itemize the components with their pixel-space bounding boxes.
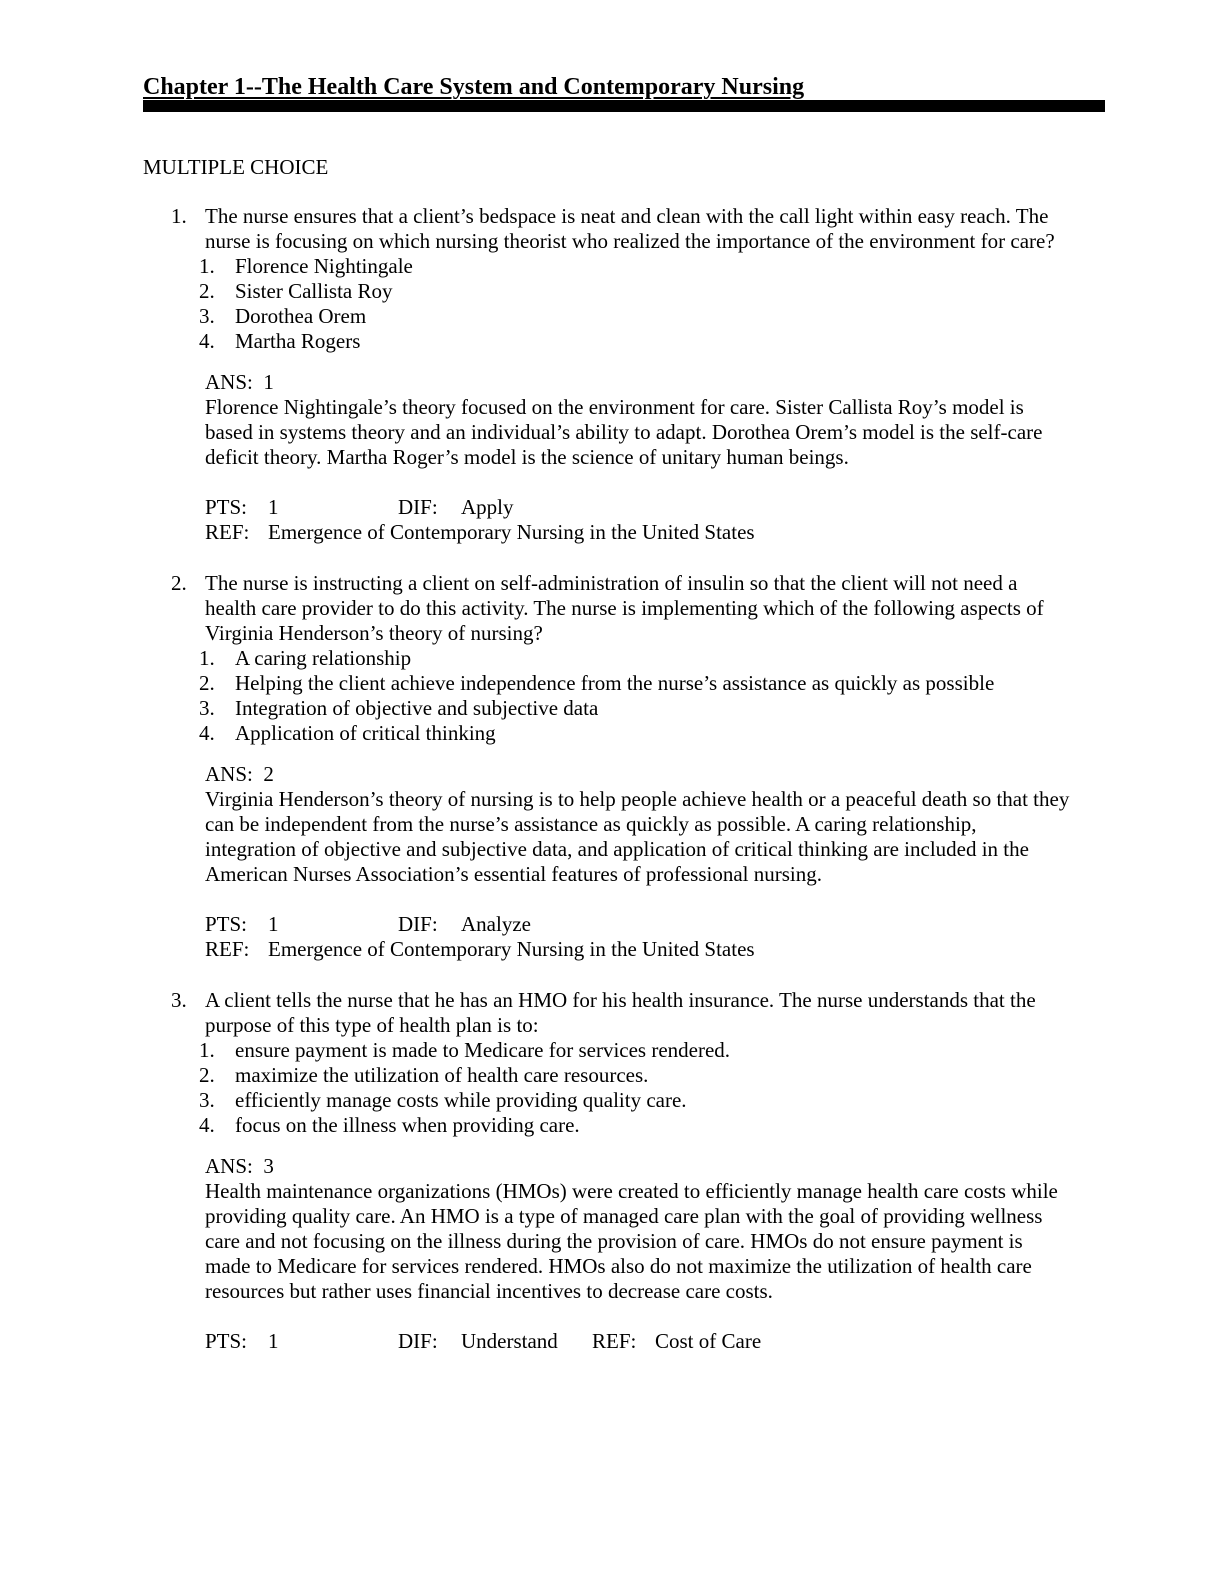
answer-block: [205, 370, 1113, 470]
question-number: 1.: [171, 204, 187, 228]
pts-value: 1: [268, 912, 279, 936]
choice-item: [199, 329, 1113, 354]
pts-value: 1: [268, 495, 279, 519]
dif-label: DIF:: [398, 495, 438, 519]
answer-label: ANS:: [205, 762, 253, 786]
dif-value: Analyze: [461, 912, 531, 936]
choice-number: 2.: [199, 671, 215, 695]
choice-number: 2.: [199, 279, 215, 303]
section-heading: MULTIPLE CHOICE: [143, 155, 329, 179]
choice-list: [199, 646, 1113, 746]
choice-item: [199, 1038, 1113, 1063]
question-3: [143, 988, 1113, 1354]
question-stem: [205, 571, 1113, 646]
choice-item: [199, 279, 1113, 304]
meta-block: [205, 912, 1113, 962]
question-number: 2.: [171, 571, 187, 595]
choice-item: [199, 671, 1113, 696]
choice-text: ensure payment is made to Medicare for services rendered.: [235, 1038, 731, 1062]
stem-line: health care provider to do this activity. The nurse is implementing which of the following aspects of: [205, 596, 1044, 620]
ref-label: REF:: [592, 1329, 637, 1353]
dif-value: Understand: [461, 1329, 558, 1353]
choice-item: [199, 1088, 1113, 1113]
choice-text: Application of critical thinking: [235, 721, 496, 745]
choice-number: 3.: [199, 696, 215, 720]
answer-value: 1: [263, 370, 274, 394]
choice-text: maximize the utilization of health care resources.: [235, 1063, 649, 1087]
choice-number: 1.: [199, 254, 215, 278]
answer-value: 2: [263, 762, 274, 786]
answer-line: [205, 370, 1113, 395]
choice-text: efficiently manage costs while providing quality care.: [235, 1088, 687, 1112]
pts-label: PTS:: [205, 495, 248, 519]
rationale-line: resources but rather uses financial incentives to decrease care costs.: [205, 1279, 773, 1303]
choice-list: [199, 254, 1113, 354]
choice-number: 4.: [199, 329, 215, 353]
pts-label: PTS:: [205, 912, 248, 936]
rationale-line: care and not focusing on the illness during the provision of care. HMOs do not ensure payment is: [205, 1229, 1023, 1253]
ref-label: REF:: [205, 520, 250, 544]
choice-number: 2.: [199, 1063, 215, 1087]
choice-text: Integration of objective and subjective data: [235, 696, 599, 720]
answer-value: 3: [263, 1154, 274, 1178]
answer-label: ANS:: [205, 1154, 253, 1178]
ref-value: Cost of Care: [655, 1329, 762, 1353]
dif-label: DIF:: [398, 1329, 438, 1353]
answer-line: [205, 762, 1113, 787]
stem-line: nurse is focusing on which nursing theorist who realized the importance of the environment for care?: [205, 229, 1055, 253]
ref-value: Emergence of Contemporary Nursing in the United States: [268, 520, 755, 544]
meta-row: [205, 495, 1113, 520]
choice-number: 1.: [199, 1038, 215, 1062]
choice-item: [199, 1063, 1113, 1088]
question-number: 3.: [171, 988, 187, 1012]
rationale-line: deficit theory. Martha Roger’s model is the science of unitary human beings.: [205, 445, 849, 469]
pts-value: 1: [268, 1329, 279, 1353]
choice-text: focus on the illness when providing care.: [235, 1113, 580, 1137]
choice-text: Martha Rogers: [235, 329, 361, 353]
choice-item: [199, 254, 1113, 279]
choice-text: Florence Nightingale: [235, 254, 413, 278]
choice-list: [199, 1038, 1113, 1138]
rationale-line: based in systems theory and an individual’s ability to adapt. Dorothea Orem’s model is the self-care: [205, 420, 1043, 444]
choice-text: A caring relationship: [235, 646, 412, 670]
rationale-line: providing quality care. An HMO is a type of managed care plan with the goal of providing wellness: [205, 1204, 1043, 1228]
rationale-line: integration of objective and subjective data, and application of critical thinking are included in the: [205, 837, 1029, 861]
choice-text: Sister Callista Roy: [235, 279, 393, 303]
choice-number: 3.: [199, 304, 215, 328]
meta-row: [205, 937, 1113, 962]
dif-label: DIF:: [398, 912, 438, 936]
answer-block: [205, 1154, 1113, 1304]
question-stem: [205, 204, 1113, 254]
choice-item: [199, 646, 1113, 671]
stem-line: Virginia Henderson’s theory of nursing?: [205, 621, 543, 645]
question-1: [143, 204, 1113, 545]
choice-text: Dorothea Orem: [235, 304, 367, 328]
answer-label: ANS:: [205, 370, 253, 394]
rationale-line: Virginia Henderson’s theory of nursing is to help people achieve health or a peaceful death so that they: [205, 787, 1070, 811]
rationale-line: Florence Nightingale’s theory focused on the environment for care. Sister Callista Roy’s model is: [205, 395, 1024, 419]
question-2: [143, 571, 1113, 962]
rationale-line: American Nurses Association’s essential features of professional nursing.: [205, 862, 823, 886]
choice-item: [199, 721, 1113, 746]
stem-line: purpose of this type of health plan is to:: [205, 1013, 539, 1037]
choice-number: 4.: [199, 1113, 215, 1137]
meta-row: [205, 912, 1113, 937]
title-rule: [143, 100, 1105, 112]
pts-label: PTS:: [205, 1329, 248, 1353]
choice-number: 3.: [199, 1088, 215, 1112]
rationale-line: can be independent from the nurse’s assistance as quickly as possible. A caring relationship,: [205, 812, 977, 836]
meta-block: [205, 495, 1113, 545]
meta-block: [205, 1329, 1113, 1354]
choice-item: [199, 1113, 1113, 1138]
dif-value: Apply: [461, 495, 514, 519]
choice-number: 4.: [199, 721, 215, 745]
rationale-line: made to Medicare for services rendered. HMOs also do not maximize the utilization of health care: [205, 1254, 1032, 1278]
rationale-line: Health maintenance organizations (HMOs) were created to efficiently manage health care costs while: [205, 1179, 1058, 1203]
ref-value: Emergence of Contemporary Nursing in the United States: [268, 937, 755, 961]
choice-item: [199, 696, 1113, 721]
chapter-title: Chapter 1--The Health Care System and Contemporary Nursing: [143, 74, 805, 100]
meta-row: [205, 520, 1113, 545]
choice-text: Helping the client achieve independence from the nurse’s assistance as quickly as possible: [235, 671, 995, 695]
ref-label: REF:: [205, 937, 250, 961]
choice-item: [199, 304, 1113, 329]
meta-row: [205, 1329, 1113, 1354]
choice-number: 1.: [199, 646, 215, 670]
answer-line: [205, 1154, 1113, 1179]
question-stem: [205, 988, 1113, 1038]
stem-line: A client tells the nurse that he has an HMO for his health insurance. The nurse understands that the: [205, 988, 1036, 1012]
stem-line: The nurse is instructing a client on self-administration of insulin so that the client will not need a: [205, 571, 1018, 595]
answer-block: [205, 762, 1113, 887]
stem-line: The nurse ensures that a client’s bedspace is neat and clean with the call light within easy reach. The: [205, 204, 1049, 228]
